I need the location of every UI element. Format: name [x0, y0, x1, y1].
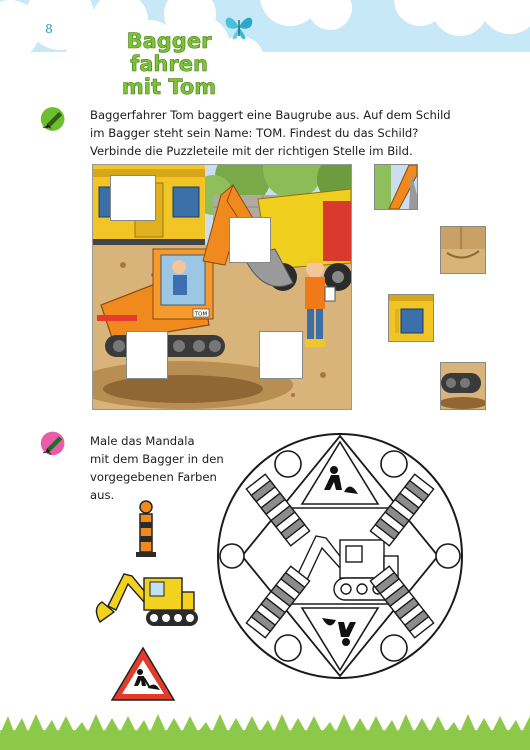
page-number: 8 — [36, 16, 62, 42]
puzzle-piece-2-image — [441, 227, 485, 273]
task1-line-2: im Bagger steht sein Name: TOM. Findest du das Schild? — [90, 126, 419, 140]
bollard-color-reference — [132, 500, 160, 558]
page-title — [90, 30, 248, 99]
task2-line-2: mit dem Bagger in den — [90, 452, 224, 466]
puzzle-piece-4-image — [441, 363, 485, 409]
warning-sign-color-reference — [108, 644, 178, 704]
mandala-coloring[interactable] — [212, 428, 468, 684]
puzzle-piece-3[interactable] — [388, 294, 434, 342]
puzzle-hole-3[interactable] — [126, 331, 168, 379]
puzzle-piece-1[interactable] — [374, 164, 418, 210]
puzzle-hole-1[interactable] — [110, 175, 156, 221]
puzzle-hole-2[interactable] — [229, 217, 271, 263]
footer-grass — [0, 712, 530, 750]
puzzle-piece-4[interactable] — [440, 362, 486, 410]
task2-line-1: Male das Mandala — [90, 434, 195, 448]
pencil-icon — [40, 104, 70, 134]
puzzle-piece-2[interactable] — [440, 226, 486, 274]
header-sky — [0, 0, 530, 90]
construction-scene — [92, 164, 352, 410]
puzzle-hole-4[interactable] — [259, 331, 303, 379]
excavator-color-reference — [90, 568, 202, 632]
title-line-1: Bagger fahren — [126, 29, 212, 76]
puzzle-piece-1-image — [375, 165, 417, 209]
title-line-2: mit Tom — [121, 75, 217, 99]
task1-instructions — [90, 106, 510, 160]
task1-line-1: Baggerfahrer Tom baggert eine Baugrube aus. Auf dem Schild — [90, 108, 451, 122]
tom-sign-text: TOM — [194, 311, 208, 318]
task1-line-3: Verbinde die Puzzleteile mit der richtigen Stelle im Bild. — [90, 144, 413, 158]
puzzle-piece-3-image — [389, 295, 433, 341]
task2-line-3: vorgegebenen Farben aus. — [90, 470, 217, 502]
pencil-icon-pink — [40, 430, 70, 460]
